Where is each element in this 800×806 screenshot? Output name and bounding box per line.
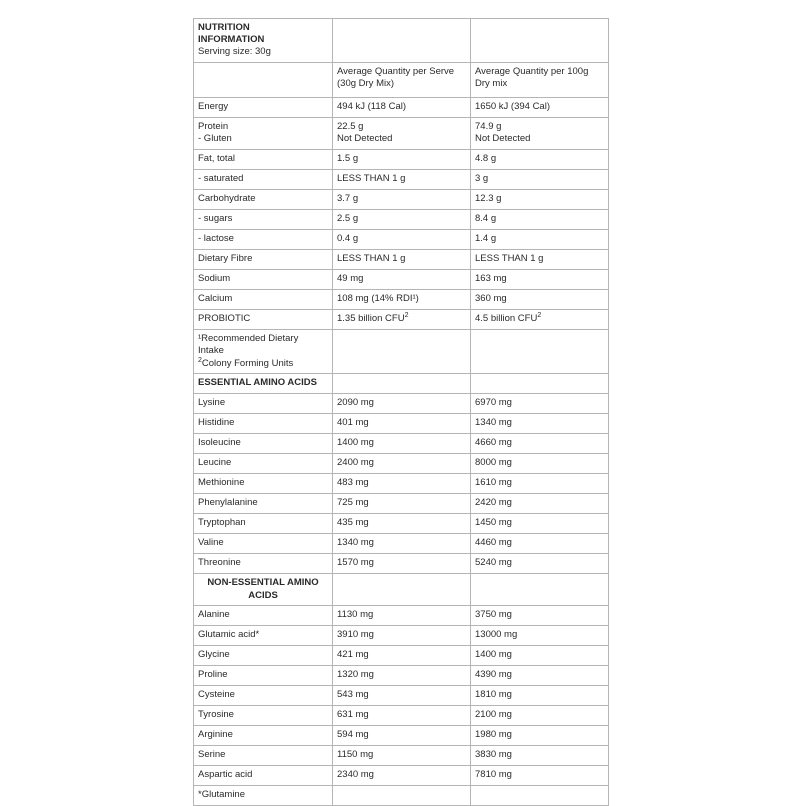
amino-acid-per100-cell [471,726,609,746]
amino-acid-name-cell [194,394,333,414]
amino-acid-per100-cell [471,666,609,686]
amino-acid-serve-cell [333,686,471,706]
amino-acid-name-cell [194,474,333,494]
footnotes-row [194,329,609,374]
amino-acid-serve-cell [333,726,471,746]
column-header-per100-line-1: Average Quantity per 100g [475,65,589,77]
nutrient-serve-value: 494 kJ (118 Cal) [337,100,406,112]
amino-acid-per100-value: 6970 mg [475,397,512,408]
amino-acid-per100-value: 7810 mg [475,769,512,780]
amino-acid-serve-value: 1130 mg [337,609,374,620]
column-header-empty [194,62,333,97]
nutrient-per100-cell [471,117,609,149]
nutrition-table-body [194,19,609,806]
nutrient-serve-cell [333,169,471,189]
amino-acid-serve-value: 594 mg [337,729,369,740]
amino-acid-row [194,534,609,554]
amino-acid-serve-value: 1340 mg [337,537,374,548]
amino-acid-name: Alanine [198,609,230,620]
amino-acid-serve-value: 543 mg [337,689,369,700]
nutrient-row [194,209,609,229]
nutrient-serve-cell [333,149,471,169]
title-line-1: NUTRITION [198,22,250,33]
amino-acid-name: Serine [198,749,226,760]
amino-acid-name: Tryptophan [198,517,246,528]
amino-acid-per100-value: 1340 mg [475,417,512,428]
nutrient-row [194,97,609,117]
nutrient-serve-cell [333,189,471,209]
nutrient-name-cell [194,289,333,309]
amino-acid-serve-value: 2400 mg [337,457,374,468]
column-header-per100-line-2: Dry mix [475,78,508,89]
essential-header-empty [333,374,471,394]
nutrient-per100-value: 163 mg [475,272,507,284]
amino-acid-serve-value: 435 mg [337,517,369,528]
amino-acid-per100-value: 1450 mg [475,517,512,528]
nutrient-row [194,149,609,169]
amino-acid-name: Leucine [198,457,232,468]
nutrient-name-cell [194,97,333,117]
amino-acid-per100-cell [471,746,609,766]
nutrition-table [193,18,609,806]
amino-acid-serve-value: 1320 mg [337,669,374,680]
nutrient-name-cell [194,149,333,169]
title-line-2: INFORMATION [198,34,265,45]
amino-acid-serve-value: 483 mg [337,477,369,488]
amino-acid-per100-value: 1610 mg [475,477,512,488]
amino-acid-name: Lysine [198,397,226,408]
nutrient-name: Calcium [198,292,233,304]
nutrient-serve-cell [333,229,471,249]
nutrient-per100-value: 8.4 g [475,212,497,224]
amino-acid-name-cell [194,686,333,706]
amino-acid-name: Proline [198,669,228,680]
nutrient-per100-footnote: 2 [537,311,542,319]
amino-acid-per100-value: 5240 mg [475,557,512,568]
amino-acid-name: Isoleucine [198,437,241,448]
nutrient-per100-cell [471,229,609,249]
nonessential-heading-line-1: NON-ESSENTIAL AMINO [207,577,319,588]
amino-acid-row [194,686,609,706]
amino-acid-row [194,726,609,746]
amino-acid-name-cell [194,414,333,434]
amino-acid-name-cell [194,514,333,534]
nutrient-serve-cell [333,117,471,149]
amino-acid-serve-cell [333,454,471,474]
amino-acid-name: Threonine [198,557,241,568]
amino-acid-serve-cell [333,554,471,574]
nonessential-header-empty [471,574,609,606]
amino-acid-per100-cell [471,454,609,474]
amino-acid-serve-cell [333,626,471,646]
nutrient-per100-value: 360 mg [475,292,507,304]
amino-acid-per100-cell [471,554,609,574]
nutrient-serve-value: 0.4 g [337,232,359,244]
nutrient-per100-cell [471,149,609,169]
nutrient-serve-value: 108 mg (14% RDI¹) [337,292,419,304]
nutrient-per100-subvalue: Not Detected [475,133,531,144]
nutrient-per100-value: 4.5 billion CFU [475,312,538,324]
header-row [194,19,609,63]
nutrient-name-cell [194,169,333,189]
amino-acid-name: Aspartic acid [198,769,253,780]
amino-acid-row [194,434,609,454]
nutrient-name: Energy [198,100,229,112]
nutrient-serve-value: LESS THAN 1 g [337,252,406,264]
nutrient-row [194,309,609,329]
amino-acid-per100-value: 13000 mg [475,629,518,640]
column-header-serve-line-1: Average Quantity per Serve [337,65,455,77]
nutrient-per100-value: 1650 kJ (394 Cal) [475,100,550,112]
nonessential-header-cell [194,574,333,606]
amino-acid-name: Valine [198,537,224,548]
essential-header-cell [194,374,333,394]
amino-acid-per100-cell [471,706,609,726]
amino-acid-row [194,706,609,726]
nutrient-per100-value: 4.8 g [475,152,497,164]
essential-header-row [194,374,609,394]
nutrient-name-cell [194,189,333,209]
nutrient-per100-cell [471,309,609,329]
amino-acid-name-cell [194,554,333,574]
amino-acid-row [194,746,609,766]
amino-acid-serve-cell [333,766,471,786]
amino-acid-serve-value: 631 mg [337,709,369,720]
footnotes-cell [194,329,333,374]
amino-acid-name-cell [194,726,333,746]
amino-acid-serve-value: 2090 mg [337,397,374,408]
amino-acid-per100-value: 4660 mg [475,437,512,448]
nutrient-name-cell [194,209,333,229]
column-header-serve [333,62,471,97]
nutrient-serve-cell [333,289,471,309]
amino-acid-name-cell [194,494,333,514]
nutrient-serve-value: 2.5 g [337,212,359,224]
nutrient-name: Fat, total [198,152,235,164]
amino-acid-name: Cysteine [198,689,235,700]
amino-acid-name-cell [194,434,333,454]
amino-acid-serve-cell [333,474,471,494]
amino-acid-name-cell [194,534,333,554]
nutrient-name: Protein [198,120,229,132]
amino-acid-per100-cell [471,474,609,494]
nutrient-serve-cell [333,309,471,329]
amino-acid-row [194,474,609,494]
header-empty-cell [333,19,471,63]
amino-acid-name: Glycine [198,649,230,660]
amino-acid-per100-value: 1980 mg [475,729,512,740]
serving-size: Serving size: 30g [198,46,271,57]
essential-header-empty [471,374,609,394]
amino-acid-per100-value: 1400 mg [475,649,512,660]
amino-acid-name: Glutamic acid* [198,629,260,640]
amino-acid-name: Phenylalanine [198,497,258,508]
amino-acid-name: Arginine [198,729,233,740]
footnote-cfu-marker: 2 [198,356,202,364]
nutrient-per100-cell [471,269,609,289]
nutrient-name: PROBIOTIC [198,312,251,324]
amino-acid-name-cell [194,706,333,726]
nutrient-name: - lactose [198,232,234,244]
nutrient-name: Dietary Fibre [198,252,253,264]
amino-acid-row [194,454,609,474]
nutrient-serve-value: 3.7 g [337,192,359,204]
glutamine-note: *Glutamine [198,789,245,800]
amino-acid-per100-cell [471,646,609,666]
nutrient-serve-cell [333,209,471,229]
amino-acid-per100-cell [471,394,609,414]
nutrient-per100-cell [471,189,609,209]
glutamine-note-empty [471,786,609,806]
amino-acid-serve-cell [333,494,471,514]
amino-acid-serve-cell [333,394,471,414]
amino-acid-serve-value: 1400 mg [337,437,374,448]
amino-acid-serve-cell [333,414,471,434]
nutrient-per100-cell [471,249,609,269]
nutrient-per100-value: 74.9 g [475,120,502,132]
nutrient-per100-cell [471,209,609,229]
amino-acid-name-cell [194,606,333,626]
nutrient-row [194,289,609,309]
amino-acid-serve-cell [333,746,471,766]
glutamine-note-empty [333,786,471,806]
amino-acid-serve-value: 725 mg [337,497,369,508]
amino-acid-per100-cell [471,606,609,626]
nutrient-per100-cell [471,97,609,117]
nutrient-name: - saturated [198,172,244,184]
amino-acid-row [194,646,609,666]
nonessential-header-empty [333,574,471,606]
glutamine-note-row [194,786,609,806]
nutrient-serve-cell [333,269,471,289]
amino-acid-row [194,414,609,434]
nutrient-row [194,169,609,189]
amino-acid-serve-cell [333,646,471,666]
amino-acid-name-cell [194,766,333,786]
amino-acid-row [194,514,609,534]
nutrient-serve-value: 49 mg [337,272,364,284]
amino-acid-row [194,394,609,414]
nutrient-serve-value: 1.35 billion CFU [337,312,405,324]
amino-acid-per100-value: 4390 mg [475,669,512,680]
amino-acid-per100-value: 2420 mg [475,497,512,508]
amino-acid-per100-cell [471,494,609,514]
footnote-cfu [198,358,328,371]
nutrient-per100-cell [471,169,609,189]
amino-acid-serve-cell [333,434,471,454]
footnote-rdi-line-2: Intake [198,345,224,356]
footnote-rdi-line-1: ¹Recommended Dietary [198,332,299,344]
amino-acid-name: Histidine [198,417,235,428]
amino-acid-name-cell [194,666,333,686]
column-header-serve-line-2: (30g Dry Mix) [337,78,395,89]
amino-acid-per100-cell [471,514,609,534]
amino-acid-serve-cell [333,534,471,554]
nutrient-per100-cell [471,289,609,309]
amino-acid-row [194,626,609,646]
nutrient-name-cell [194,309,333,329]
nutrient-serve-value: LESS THAN 1 g [337,172,406,184]
amino-acid-name-cell [194,646,333,666]
glutamine-note-cell [194,786,333,806]
amino-acid-per100-cell [471,626,609,646]
amino-acid-row [194,766,609,786]
nutrient-name: Sodium [198,272,231,284]
amino-acid-per100-cell [471,686,609,706]
nutrient-per100-value: 3 g [475,172,489,184]
amino-acid-per100-value: 3750 mg [475,609,512,620]
amino-acid-per100-cell [471,534,609,554]
amino-acid-serve-value: 401 mg [337,417,369,428]
title-cell [194,19,333,63]
nutrient-row [194,269,609,289]
amino-acid-name-cell [194,454,333,474]
header-empty-cell [471,19,609,63]
amino-acid-per100-value: 3830 mg [475,749,512,760]
amino-acid-per100-value: 4460 mg [475,537,512,548]
column-header-row [194,62,609,97]
nutrient-row [194,117,609,149]
nutrient-name-cell [194,249,333,269]
nutrient-row [194,249,609,269]
footnotes-empty-cell [471,329,609,374]
nutrient-per100-value: 12.3 g [475,192,502,204]
amino-acid-serve-cell [333,514,471,534]
nutrient-name-cell [194,269,333,289]
column-header-per100 [471,62,609,97]
nonessential-header-row [194,574,609,606]
nutrient-name-cell [194,117,333,149]
footnote-cfu-text: Colony Forming Units [201,357,294,369]
amino-acid-serve-cell [333,706,471,726]
amino-acid-name-cell [194,626,333,646]
amino-acid-per100-cell [471,434,609,454]
amino-acid-name: Tyrosine [198,709,234,720]
amino-acid-serve-value: 2340 mg [337,769,374,780]
amino-acid-serve-cell [333,606,471,626]
nutrient-name: - sugars [198,212,233,224]
amino-acid-serve-value: 3910 mg [337,629,374,640]
amino-acid-serve-value: 1570 mg [337,557,374,568]
amino-acid-row [194,494,609,514]
amino-acid-row [194,554,609,574]
nonessential-heading-line-2: ACIDS [248,589,278,601]
nutrient-serve-value: 1.5 g [337,152,359,164]
nutrient-name: Carbohydrate [198,192,256,204]
amino-acid-per100-cell [471,414,609,434]
nutrient-per100-value: 1.4 g [475,232,497,244]
amino-acid-serve-value: 421 mg [337,649,369,660]
amino-acid-serve-cell [333,666,471,686]
nutrient-per100-value: LESS THAN 1 g [475,252,544,264]
amino-acid-row [194,606,609,626]
amino-acid-serve-value: 1150 mg [337,749,374,760]
amino-acid-row [194,666,609,686]
nutrient-serve-cell [333,249,471,269]
footnotes-empty-cell [333,329,471,374]
nutrient-row [194,189,609,209]
nutrient-serve-value: 22.5 g [337,120,364,132]
amino-acid-name: Methionine [198,477,245,488]
amino-acid-per100-cell [471,766,609,786]
nutrient-name-cell [194,229,333,249]
nutrient-serve-cell [333,97,471,117]
nutrient-subname: - Gluten [198,133,232,144]
essential-amino-acids-heading: ESSENTIAL AMINO ACIDS [198,377,317,388]
amino-acid-per100-value: 2100 mg [475,709,512,720]
amino-acid-per100-value: 8000 mg [475,457,512,468]
amino-acid-name-cell [194,746,333,766]
amino-acid-per100-value: 1810 mg [475,689,512,700]
nutrient-serve-footnote: 2 [404,311,409,319]
nutrient-serve-subvalue: Not Detected [337,133,393,144]
nutrient-row [194,229,609,249]
